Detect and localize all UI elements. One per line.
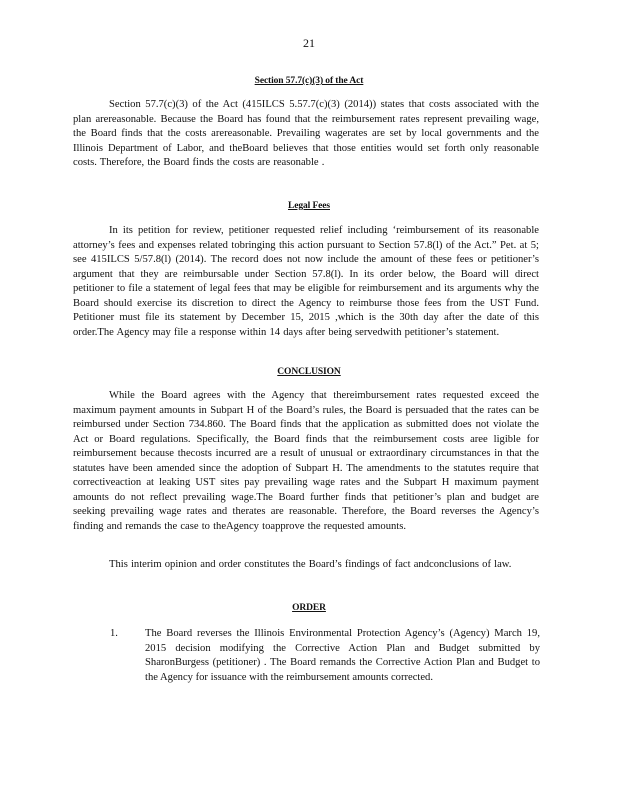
- order-item-text: The Board reverses the Illinois Environmental Protection Agency’s (Agency) March 19, 2015 decision modifying the Corrective Action Plan and Budget submitted by SharonBurgess (petitioner) . The Board remands the Corrective Action Plan and Budget to the Agency for issuance with the reimbursement amounts corrected.: [145, 628, 540, 683]
- section-paragraph: Section 57.7(c)(3) of the Act (415ILCS 5.57.7(c)(3) (2014)) states that costs associated with the plan arereasonable. Because the Board has found that the reimbursement rates represent prevailing wage, the Board finds that the costs arereasonable. Prevailing wagerates are set by local governments and the Illinois Department of Labor, and theBoard believes that those entities would set forth only reasonable costs. Therefore, the Board finds the costs are reasonable .: [73, 99, 539, 169]
- page-number: 21: [303, 36, 315, 50]
- order-item: [110, 627, 540, 685]
- conclusion-heading: CONCLUSION: [277, 367, 341, 377]
- section-heading: Section 57.7(c)(3) of the Act: [254, 76, 364, 86]
- order-heading: ORDER: [292, 603, 326, 613]
- legal-fees-paragraph: In its petition for review, petitioner requested relief including ‘reimbursement of its reasonable attorney’s fees and expenses related tobringing this action pursuant to Section 57.8(l) of the Act.” Pet. at 5; see 415ILCS 5/57.8(l) (2014). The record does not now include the amount of these fees or petitioner’s argument that they are reimbursable under Section 57.8(l). In its order below, the Board will direct petitioner to file a statement of legal fees that may be eligible for reimbursement and its arguments why the Board should exercise its discretion to direct the Agency to reimburse those fees from the UST Fund. Petitioner must file its statement by December 15, 2015 ,which is the 30th day after the date of this order.The Agency may file a response within 14 days after being servedwith petitioner’s statement.: [73, 225, 539, 338]
- conclusion-paragraph: While the Board agrees with the Agency that thereimbursement rates requested exceed the maximum payment amounts in Subpart H of the Board’s rules, the Board is persuaded that the rates can be reimbursed under Section 734.860. The Board finds that the application as submitted does not violate the Act or Board regulations. Specifically, the Board finds that the reimbursement costs aree ligible for reimbursement because thecosts incurred are a result of unusual or extraordinary circumstances in that the statutes have been amended since the adoption of Subpart H. The amendments to the statutes require that correctiveaction at leaking UST sites pay prevailing wage rates and the Subpart H maximum payment amounts do not reflect prevailing wage.The Board further finds that petitioner’s plan and budget are seeking prevailing wage rates and therates are reasonable. Therefore, the Board reverses the Agency’s finding and remands the case to theAgency toapprove the requested amounts.: [73, 390, 539, 532]
- interim-paragraph: This interim opinion and order constitutes the Board’s findings of fact andconclusions of law.: [109, 559, 512, 570]
- legal-fees-heading: Legal Fees: [287, 201, 330, 211]
- order-item-number: 1.: [110, 628, 118, 639]
